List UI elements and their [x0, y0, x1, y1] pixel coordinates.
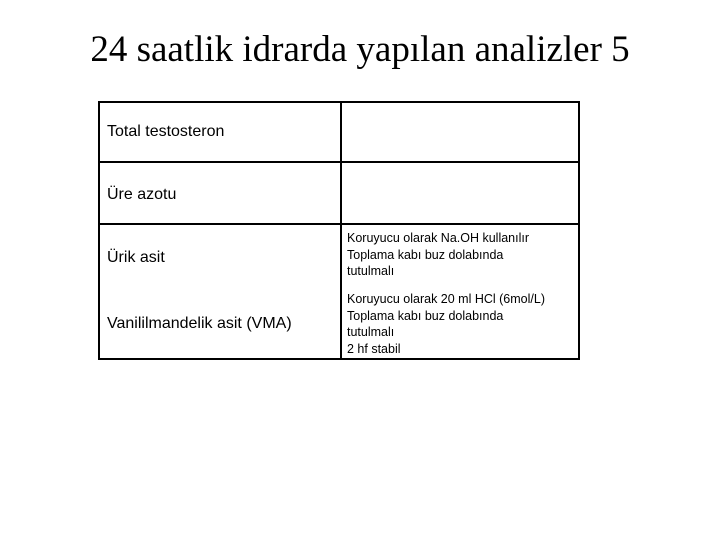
- notes-cell: [340, 103, 578, 161]
- analysis-table: [98, 101, 580, 360]
- analyte-cell: [100, 163, 340, 223]
- notes-cell: [340, 225, 578, 285]
- slide-title: 24 saatlik idrarda yapılan analizler 5: [90, 29, 630, 70]
- note-line: Toplama kabı buz dolabında: [347, 308, 504, 323]
- note-line: Koruyucu olarak Na.OH kullanılır: [347, 231, 530, 245]
- table-row: [100, 103, 578, 163]
- analyte-cell: [100, 103, 340, 161]
- analyte-name: Üre azotu: [107, 186, 177, 203]
- note-line: Koruyucu olarak 20 ml HCl (6mol/L): [347, 292, 545, 306]
- analyte-cell: [100, 285, 340, 358]
- table-row: [100, 285, 578, 358]
- table-row: [100, 225, 578, 285]
- note-line: tutulmalı: [347, 325, 395, 339]
- analyte-name: Ürik asit: [107, 249, 165, 266]
- note-line: Toplama kabı buz dolabında: [347, 247, 504, 262]
- analyte-name: Vanililmandelik asit (VMA): [107, 315, 292, 332]
- note-line: 2 hf stabil: [347, 341, 401, 356]
- notes-cell: [340, 163, 578, 223]
- note-line: tutulmalı: [347, 264, 395, 278]
- analyte-cell: [100, 225, 340, 285]
- notes-cell: [340, 285, 578, 358]
- table-row: [100, 163, 578, 225]
- analyte-name: Total testosteron: [107, 123, 225, 140]
